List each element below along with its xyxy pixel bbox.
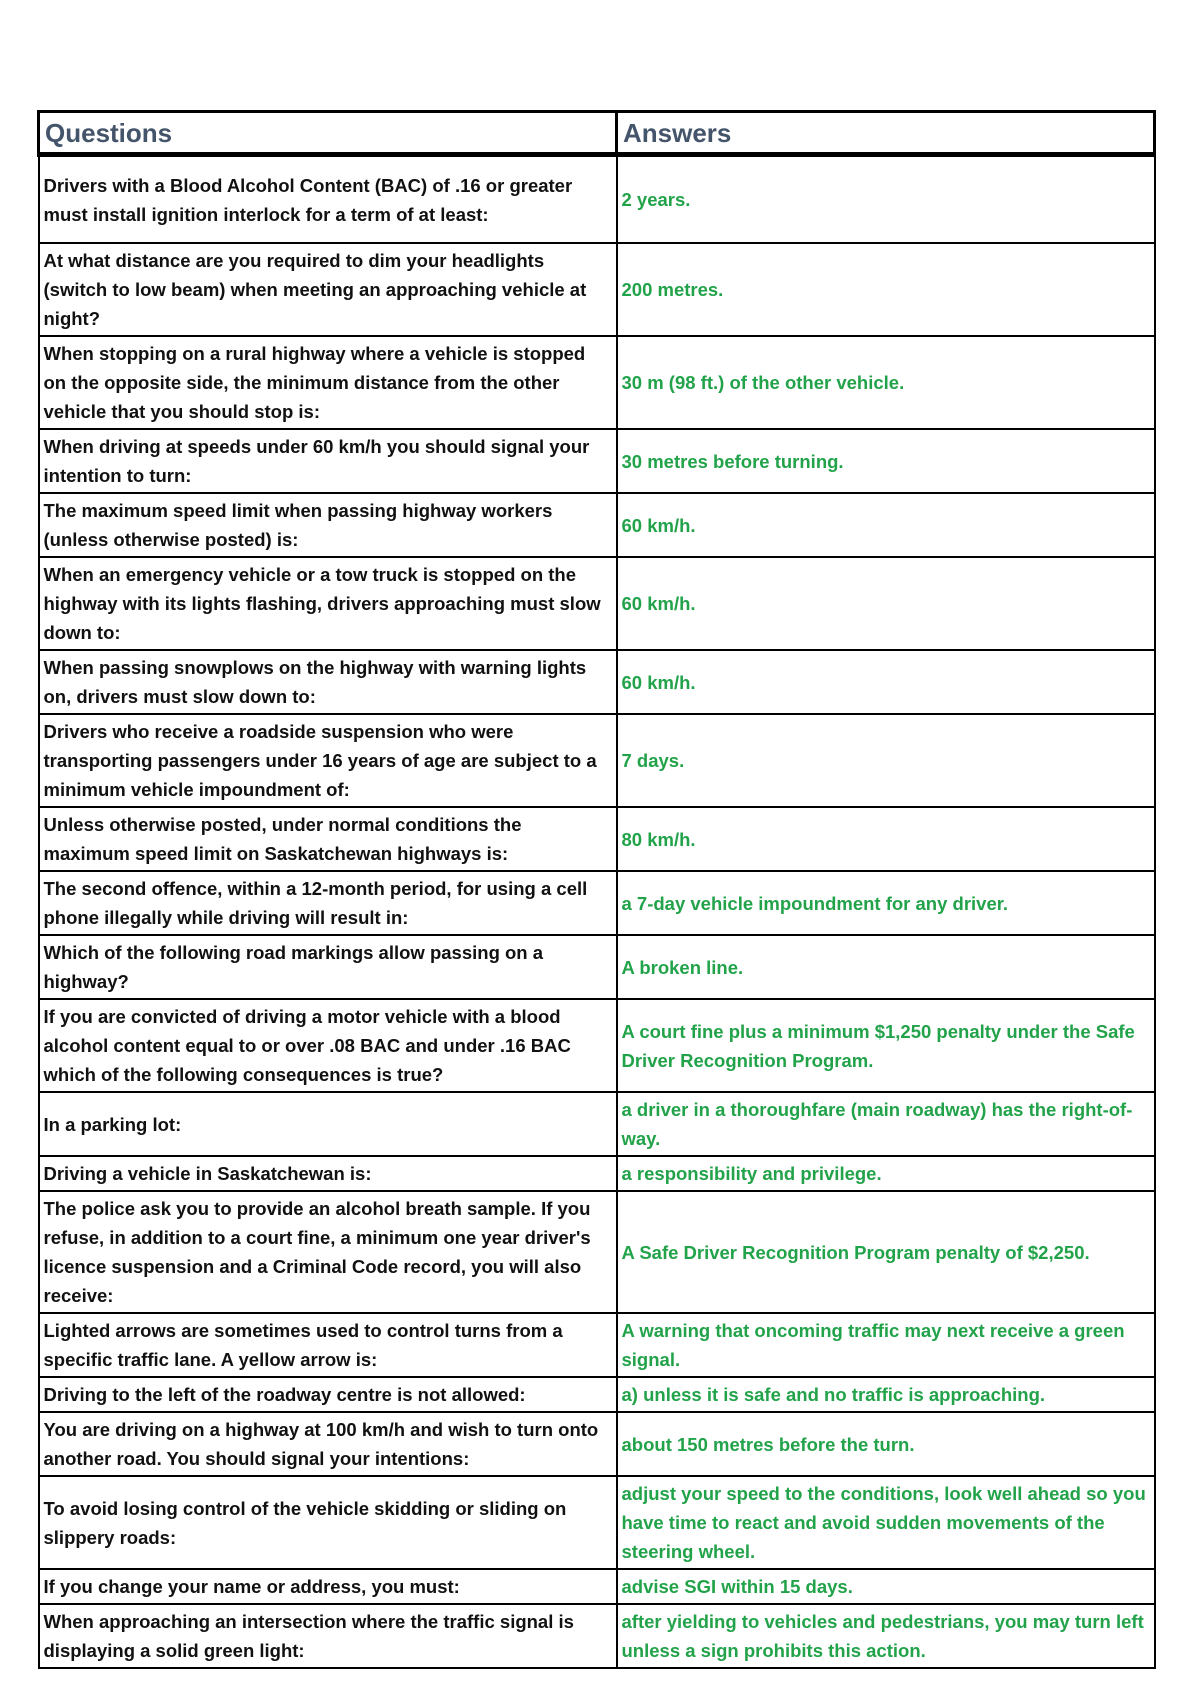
question-cell: Drivers with a Blood Alcohol Content (BAC) of .16 or greater must install ignition interlock for a term of at least: xyxy=(39,155,617,244)
answer-cell: A Safe Driver Recognition Program penalty of $2,250. xyxy=(617,1191,1155,1313)
answer-cell: A court fine plus a minimum $1,250 penalty under the Safe Driver Recognition Program. xyxy=(617,999,1155,1092)
table-row xyxy=(39,1191,1155,1313)
table-row xyxy=(39,1156,1155,1191)
table-row xyxy=(39,493,1155,557)
qa-table xyxy=(37,110,1156,1669)
table-row xyxy=(39,999,1155,1092)
table-row xyxy=(39,243,1155,336)
question-cell: Which of the following road markings allow passing on a highway? xyxy=(39,935,617,999)
question-cell: At what distance are you required to dim your headlights (switch to low beam) when meeting an approaching vehicle at night? xyxy=(39,243,617,336)
question-cell: Driving a vehicle in Saskatchewan is: xyxy=(39,1156,617,1191)
table-row xyxy=(39,650,1155,714)
answer-cell: 200 metres. xyxy=(617,243,1155,336)
question-cell: To avoid losing control of the vehicle skidding or sliding on slippery roads: xyxy=(39,1476,617,1569)
question-cell: You are driving on a highway at 100 km/h and wish to turn onto another road. You should signal your intentions: xyxy=(39,1412,617,1476)
answer-cell: 80 km/h. xyxy=(617,807,1155,871)
table-row xyxy=(39,1092,1155,1156)
answer-cell: advise SGI within 15 days. xyxy=(617,1569,1155,1604)
question-cell: The maximum speed limit when passing highway workers (unless otherwise posted) is: xyxy=(39,493,617,557)
answer-cell: a) unless it is safe and no traffic is approaching. xyxy=(617,1377,1155,1412)
answer-cell: A warning that oncoming traffic may next receive a green signal. xyxy=(617,1313,1155,1377)
question-cell: When stopping on a rural highway where a vehicle is stopped on the opposite side, the minimum distance from the other vehicle that you should stop is: xyxy=(39,336,617,429)
answer-cell: 30 metres before turning. xyxy=(617,429,1155,493)
question-cell: When an emergency vehicle or a tow truck is stopped on the highway with its lights flashing, drivers approaching must slow down to: xyxy=(39,557,617,650)
answer-cell: after yielding to vehicles and pedestrians, you may turn left unless a sign prohibits this action. xyxy=(617,1604,1155,1668)
table-row xyxy=(39,1412,1155,1476)
answer-cell: about 150 metres before the turn. xyxy=(617,1412,1155,1476)
table-row xyxy=(39,1313,1155,1377)
table-row xyxy=(39,155,1155,244)
answer-cell: 60 km/h. xyxy=(617,650,1155,714)
header-row xyxy=(39,112,1155,155)
question-cell: When driving at speeds under 60 km/h you should signal your intention to turn: xyxy=(39,429,617,493)
question-cell: In a parking lot: xyxy=(39,1092,617,1156)
table-row xyxy=(39,714,1155,807)
table-row xyxy=(39,429,1155,493)
table-row xyxy=(39,336,1155,429)
table-row xyxy=(39,557,1155,650)
answers-header: Answers xyxy=(617,112,1155,155)
questions-header: Questions xyxy=(39,112,617,155)
table-row xyxy=(39,1569,1155,1604)
table-row xyxy=(39,1377,1155,1412)
question-cell: Lighted arrows are sometimes used to control turns from a specific traffic lane. A yellow arrow is: xyxy=(39,1313,617,1377)
question-cell: When passing snowplows on the highway with warning lights on, drivers must slow down to: xyxy=(39,650,617,714)
question-cell: Unless otherwise posted, under normal conditions the maximum speed limit on Saskatchewan highways is: xyxy=(39,807,617,871)
question-cell: If you change your name or address, you must: xyxy=(39,1569,617,1604)
answer-cell: a driver in a thoroughfare (main roadway) has the right-of-way. xyxy=(617,1092,1155,1156)
answer-cell: adjust your speed to the conditions, look well ahead so you have time to react and avoid sudden movements of the steering wheel. xyxy=(617,1476,1155,1569)
table-row xyxy=(39,1604,1155,1668)
question-cell: Driving to the left of the roadway centre is not allowed: xyxy=(39,1377,617,1412)
question-cell: If you are convicted of driving a motor vehicle with a blood alcohol content equal to or over .08 BAC and under .16 BAC which of the following consequences is true? xyxy=(39,999,617,1092)
answer-cell: 30 m (98 ft.) of the other vehicle. xyxy=(617,336,1155,429)
answer-cell: 2 years. xyxy=(617,155,1155,244)
table-row xyxy=(39,871,1155,935)
answer-cell: A broken line. xyxy=(617,935,1155,999)
answer-cell: 7 days. xyxy=(617,714,1155,807)
table-row xyxy=(39,935,1155,999)
table-row xyxy=(39,1476,1155,1569)
question-cell: The police ask you to provide an alcohol breath sample. If you refuse, in addition to a court fine, a minimum one year driver's licence suspension and a Criminal Code record, you will also receive: xyxy=(39,1191,617,1313)
table-row xyxy=(39,807,1155,871)
answer-cell: 60 km/h. xyxy=(617,493,1155,557)
answer-cell: a responsibility and privilege. xyxy=(617,1156,1155,1191)
answer-cell: a 7-day vehicle impoundment for any driver. xyxy=(617,871,1155,935)
question-cell: The second offence, within a 12-month period, for using a cell phone illegally while driving will result in: xyxy=(39,871,617,935)
answer-cell: 60 km/h. xyxy=(617,557,1155,650)
question-cell: When approaching an intersection where the traffic signal is displaying a solid green light: xyxy=(39,1604,617,1668)
question-cell: Drivers who receive a roadside suspension who were transporting passengers under 16 years of age are subject to a minimum vehicle impoundment of: xyxy=(39,714,617,807)
